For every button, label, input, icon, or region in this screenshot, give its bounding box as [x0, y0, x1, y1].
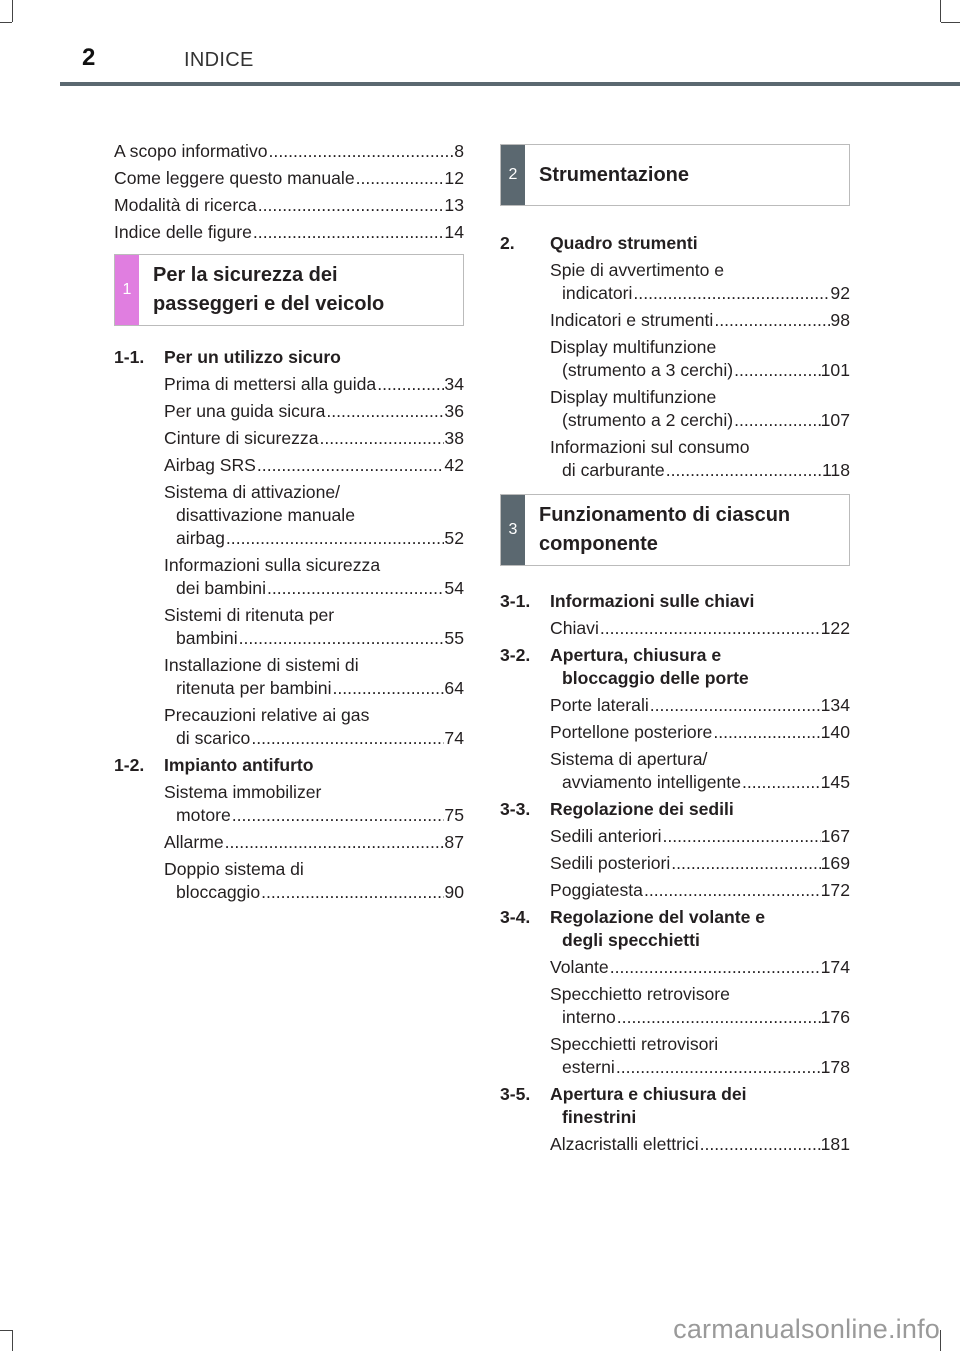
toc-entry[interactable]: Spie di avvertimento e indicatori ..... 92	[500, 259, 850, 305]
toc-entry[interactable]: Volante ..... 174	[500, 956, 850, 979]
toc-entry[interactable]: Sistemi di ritenuta per bambini ..... 55	[114, 604, 464, 650]
toc-entry[interactable]: Indice delle figure ..... 14	[114, 221, 464, 244]
page-header	[0, 0, 960, 90]
chapter-tab-2[interactable]	[500, 144, 850, 206]
toc-right-column	[500, 144, 850, 1160]
header-rule	[60, 82, 960, 86]
toc-entry[interactable]: Per una guida sicura ..... 36	[114, 400, 464, 423]
crop-mark	[12, 1330, 13, 1351]
chapter-tab-3[interactable]	[500, 494, 850, 566]
toc-entry[interactable]: Doppio sistema di bloccaggio ..... 90	[114, 858, 464, 904]
toc-entry[interactable]: Indicatori e strumenti ..... 98	[500, 309, 850, 332]
chapter-number: 1	[115, 255, 139, 325]
toc-entry[interactable]: Prima di mettersi alla guida ..... 34	[114, 373, 464, 396]
toc-entry[interactable]: Sistema immobilizer motore ..... 75	[114, 781, 464, 827]
toc-entry[interactable]: Precauzioni relative ai gas di scarico ..... 74	[114, 704, 464, 750]
section-heading[interactable]: 3-1. Informazioni sulle chiavi	[500, 591, 755, 611]
section-heading[interactable]: 3-3. Regolazione dei sedili	[500, 799, 734, 819]
crop-mark	[0, 1330, 12, 1331]
section-heading[interactable]: 2. Quadro strumenti	[500, 233, 698, 253]
toc-entry[interactable]: Allarme ..... 87	[114, 831, 464, 854]
toc-entry[interactable]: Come leggere questo manuale ..... 12	[114, 167, 464, 190]
toc-entry[interactable]: Specchietto retrovisore interno ..... 176	[500, 983, 850, 1029]
toc-entry[interactable]: Specchietti retrovisori esterni ..... 178	[500, 1033, 850, 1079]
chapter-number: 3	[501, 495, 525, 565]
toc-entry[interactable]: Modalità di ricerca ..... 13	[114, 194, 464, 217]
page-number: 2	[82, 44, 96, 71]
toc-entry[interactable]: Display multifunzione (strumento a 3 cerchi) ..... 101	[500, 336, 850, 382]
section-heading[interactable]: 1-1. Per un utilizzo sicuro	[114, 347, 341, 367]
toc-entry[interactable]: Chiavi ..... 122	[500, 617, 850, 640]
chapter-title: Per la sicurezza dei passeggeri e del veicolo	[153, 264, 385, 315]
toc-entry[interactable]: Informazioni sulla sicurezza dei bambini ..... 54	[114, 554, 464, 600]
running-title: INDICE	[184, 49, 254, 71]
chapter-number: 2	[501, 145, 525, 205]
toc-entry[interactable]: A scopo informativo ..... 8	[114, 140, 464, 163]
toc-entry[interactable]: Airbag SRS ..... 42	[114, 454, 464, 477]
toc-entry[interactable]: Portellone posteriore ..... 140	[500, 721, 850, 744]
chapter-title: Strumentazione	[539, 163, 690, 186]
toc-entry[interactable]: Sistema di attivazione/ disattivazione manuale airbag ..... 52	[114, 481, 464, 550]
chapter-tab-1[interactable]	[114, 254, 464, 326]
section-heading[interactable]: 1-2. Impianto antifurto	[114, 755, 314, 775]
crop-mark	[940, 1330, 941, 1351]
toc-entry[interactable]: Cinture di sicurezza ..... 38	[114, 427, 464, 450]
toc-entry[interactable]: Installazione di sistemi di ritenuta per bambini ..... 64	[114, 654, 464, 700]
toc-entry[interactable]: Sistema di apertura/ avviamento intelligente ..... 145	[500, 748, 850, 794]
toc-left-column	[114, 140, 464, 908]
section-heading[interactable]: 3-5. Apertura e chiusura dei finestrini	[500, 1084, 747, 1127]
chapter-title: Funzionamento di ciascun componente	[539, 504, 791, 555]
section-heading[interactable]: 3-2. Apertura, chiusura e bloccaggio delle porte	[500, 645, 749, 688]
toc-entry[interactable]: Porte laterali ..... 134	[500, 694, 850, 717]
section-heading[interactable]: 3-4. Regolazione del volante e degli specchietti	[500, 907, 766, 950]
toc-entry[interactable]: Sedili posteriori ..... 169	[500, 852, 850, 875]
toc-entry[interactable]: Informazioni sul consumo di carburante ..... 118	[500, 436, 850, 482]
toc-entry[interactable]: Poggiatesta ..... 172	[500, 879, 850, 902]
watermark: carmanualsonline.info	[673, 1314, 940, 1344]
toc-entry[interactable]: Alzacristalli elettrici ..... 181	[500, 1133, 850, 1156]
toc-entry[interactable]: Display multifunzione (strumento a 2 cerchi) ..... 107	[500, 386, 850, 432]
toc-entry[interactable]: Sedili anteriori ..... 167	[500, 825, 850, 848]
